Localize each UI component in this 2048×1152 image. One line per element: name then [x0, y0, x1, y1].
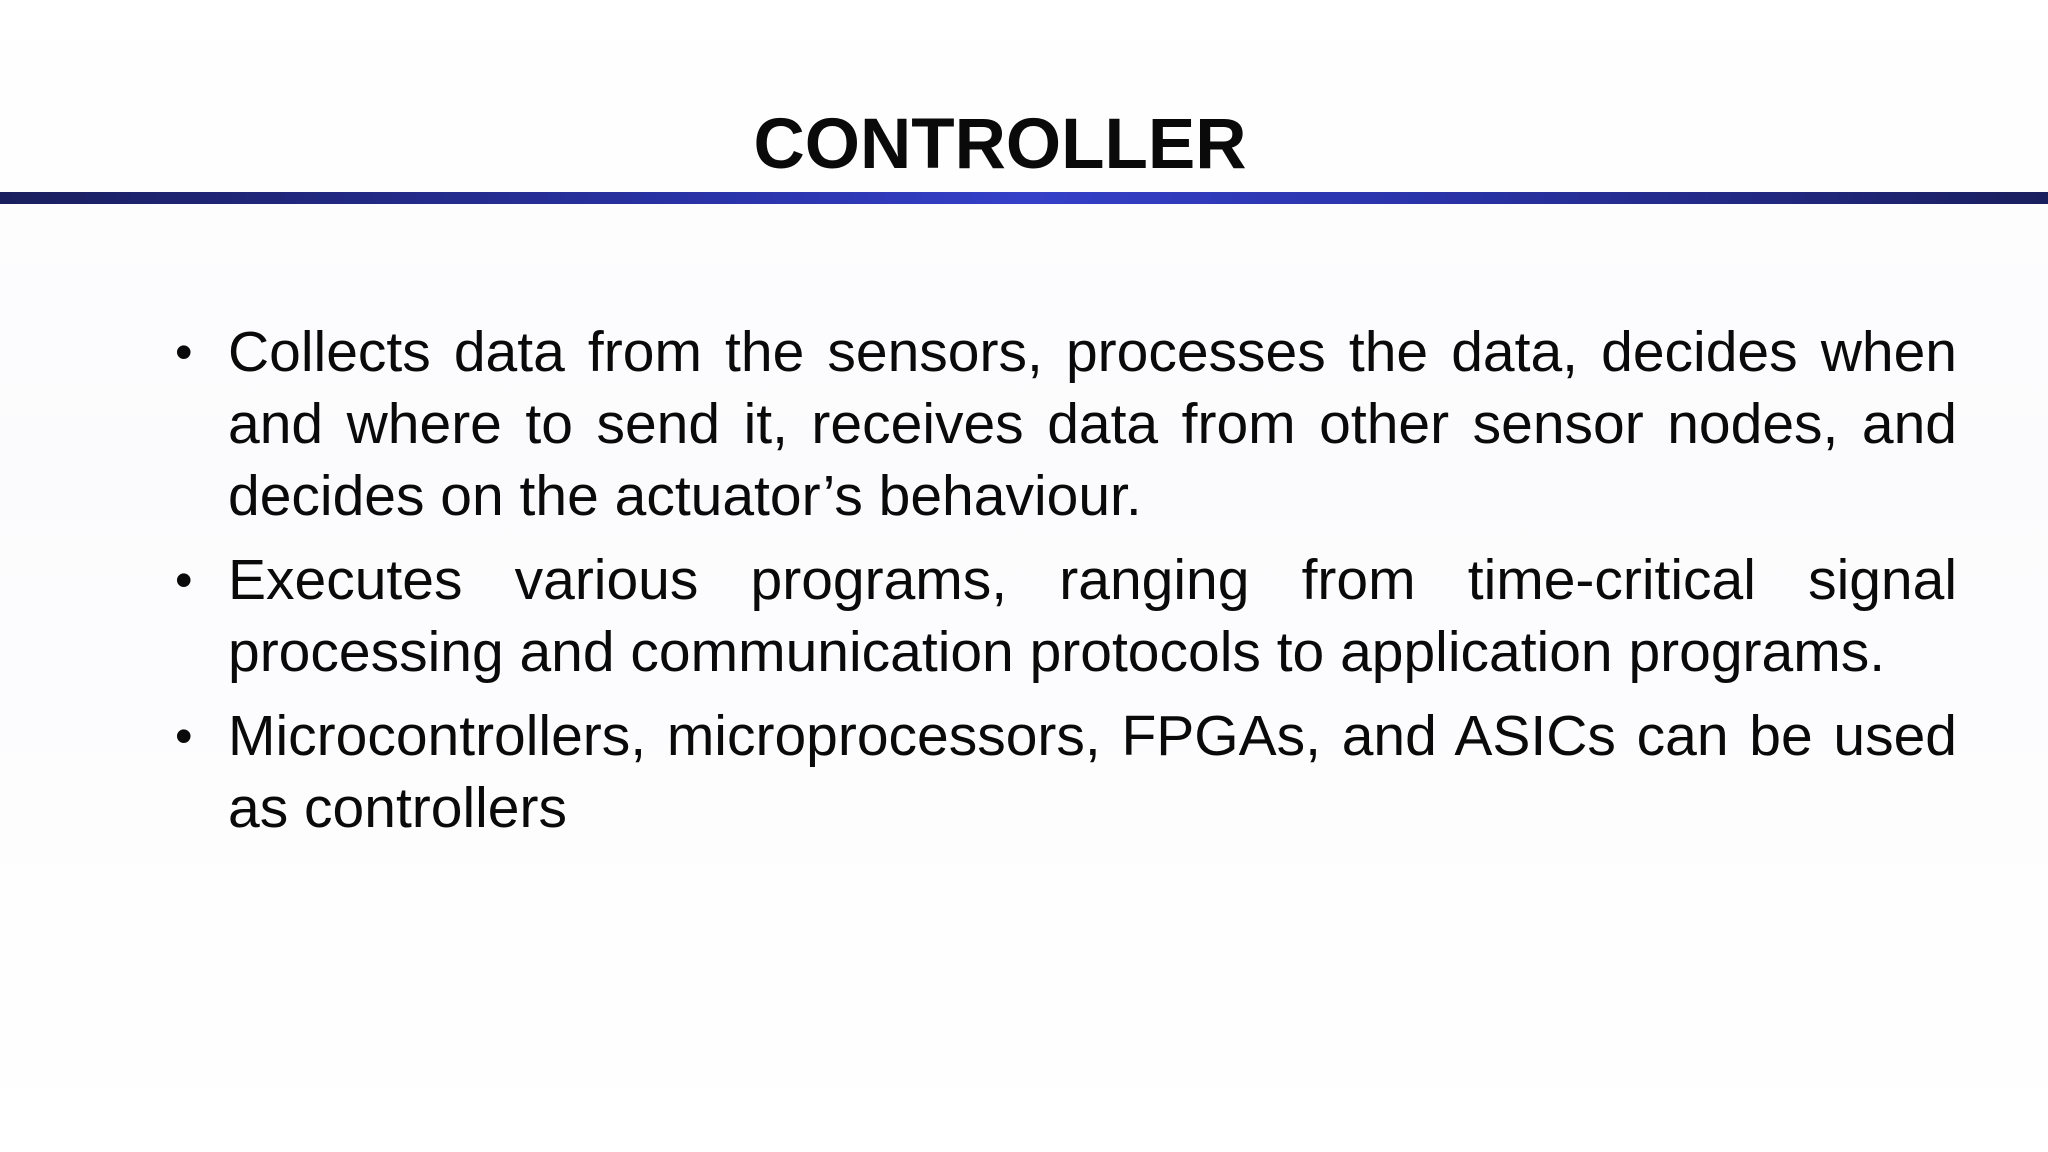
bullet-marker: • [175, 708, 193, 764]
title-divider [0, 192, 2048, 204]
bullet-item-controller-types [175, 700, 1957, 844]
slide-title: CONTROLLER [753, 105, 1247, 184]
bullet-text: Microcontrollers, microprocessors, FPGAs, and ASICs can be used as controllers [228, 704, 1957, 840]
bullet-text: Collects data from the sensors, processes the data, decides when and where to send it, receives data from other sensor nodes, and decides on the actuator’s behaviour. [228, 320, 1957, 528]
bullet-text: Executes various programs, ranging from time-critical signal processing and communication protocols to application programs. [228, 548, 1957, 684]
bullet-marker: • [175, 552, 193, 608]
bullet-marker: • [175, 324, 193, 380]
bullet-item-collects-data [175, 316, 1957, 532]
bullet-list [175, 316, 1957, 856]
bullet-item-executes-programs [175, 544, 1957, 688]
